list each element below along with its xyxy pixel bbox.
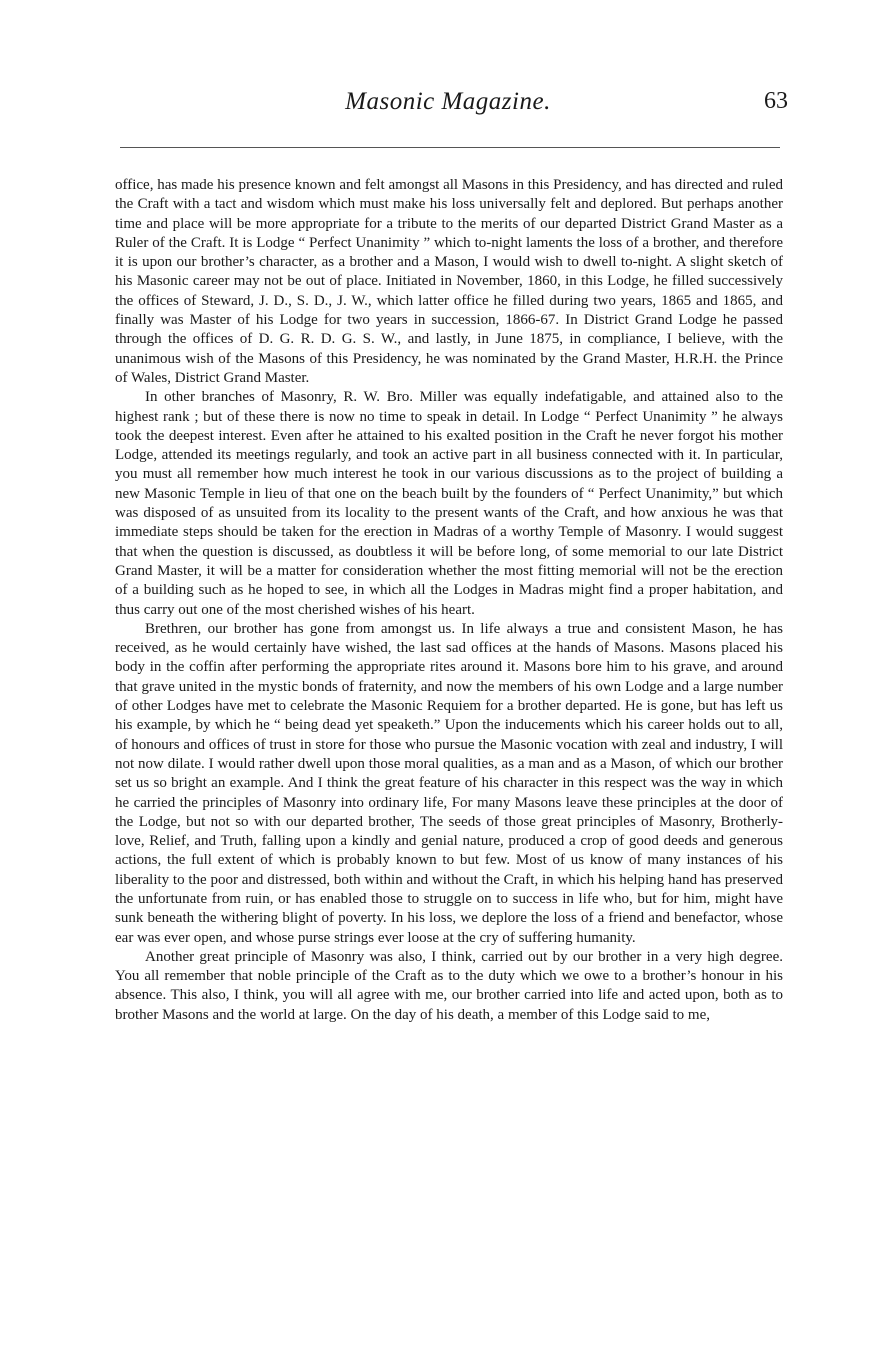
paragraph-3: Brethren, our brother has gone from amongst us. In life always a true and consistent Mason, he has received, as he would certainly have wished, the last sad offices at the hands of Masons. Masons placed his body in the coffin after performing the appropriate rites around it. Masons bore him to his grave, and around that grave united in the mystic bonds of fraternity, and now the members of his own Lodge and a large number of other Lodges have met to celebrate the Masonic Requiem for a brother departed. He is gone, but has left us his example, by which he “ being dead yet speaketh.” Upon the inducements which his career holds out to all, of honours and offices of trust in store for those who pursue the Masonic vocation with zeal and industry, I will not now dilate. I would rather dwell upon those moral qualities, as a man and as a Mason, of which our brother set us so bright an example. And I think the great feature of his character in this respect was the way in which he carried the principles of Masonry into ordinary life, For many Masons leave these principles at the door of the Lodge, but not so with our departed brother, The seeds of those great principles of Masonry, Brotherly-love, Relief, and Truth, falling upon a kindly and genial nature, produced a crop of good deeds and generous actions, the full extent of which is probably known to but few. Most of us know of many instances of his liberality to the poor and distressed, both within and without the Craft, in which his helping hand has preserved the unfortunate from ruin, or has enabled those to struggle on to success in life who, but for him, might have sunk beneath the withering blight of poverty. In his loss, we deplore the loss of a friend and benefactor, whose ear was ever open, and whose purse strings ever loose at the cry of suffering humanity.: [115, 620, 783, 946]
running-head: [0, 88, 896, 128]
paragraph-4: Another great principle of Masonry was also, I think, carried out by our brother in a very high degree. You all remember that noble principle of the Craft as to the duty which we owe to a brother’s honour in his absence. This also, I think, you will all agree with me, our brother carried into life and acted upon, both as to brother Masons and the world at large. On the day of his death, a member of this Lodge said to me,: [115, 948, 783, 1023]
running-title: Masonic Magazine.: [345, 88, 551, 115]
header-rule: [120, 147, 780, 148]
article-body: [115, 176, 783, 1025]
page-number: 63: [764, 88, 788, 114]
paragraph-1: office, has made his presence known and felt amongst all Masons in this Presidency, and has directed and ruled the Craft with a tact and wisdom which must make his loss universally felt and deplored. But perhaps another time and place will be more appropriate for a tribute to the merits of our departed District Grand Master as a Ruler of the Craft. It is Lodge “ Perfect Unanimity ” which to-night laments the loss of a brother, and therefore it is upon our brother’s character, as a brother and a Mason, I would wish to dwell to-night. A slight sketch of his Masonic career may not be out of place. Initiated in November, 1860, in this Lodge, he filled successively the offices of Steward, J. D., S. D., J. W., which latter office he filled during two years, 1865 and 1865, and finally was Master of his Lodge for two years in succession, 1866-67. In District Grand Lodge he passed through the offices of D. G. R. D. G. S. W., and lastly, in June 1875, in compliance, I believe, with the unanimous wish of the Masons of this Presidency, he was nominated by the Grand Master, H.R.H. the Prince of Wales, District Grand Master.: [115, 177, 783, 386]
paragraph-2: In other branches of Masonry, R. W. Bro. Miller was equally indefatigable, and attained also to the highest rank ; but of these there is now no time to speak in detail. In Lodge “ Perfect Unanimity ” he always took the deepest interest. Even after he attained to his exalted position in the Craft he never forgot his mother Lodge, attended its meetings regularly, and took an active part in all business connected with it. In particular, you must all remember how much interest he took in our various discussions as to the project of building a new Masonic Temple in lieu of that one on the beach built by the founders of “ Perfect Unanimity,” but which was disposed of as unsuited from its locality to the present wants of the Craft, and how anxious he was that immediate steps should be taken for the erection in Madras of a worthy Temple of Masonry. I would suggest that when the question is discussed, as doubtless it will be before long, of some memorial to our late District Grand Master, it will be a matter for consideration whether the most fitting memorial will not be the erection of a building such as he hoped to see, in which all the Lodges in Madras might find a proper habitation, and thus carry out one of the most cherished wishes of his heart.: [115, 389, 783, 618]
